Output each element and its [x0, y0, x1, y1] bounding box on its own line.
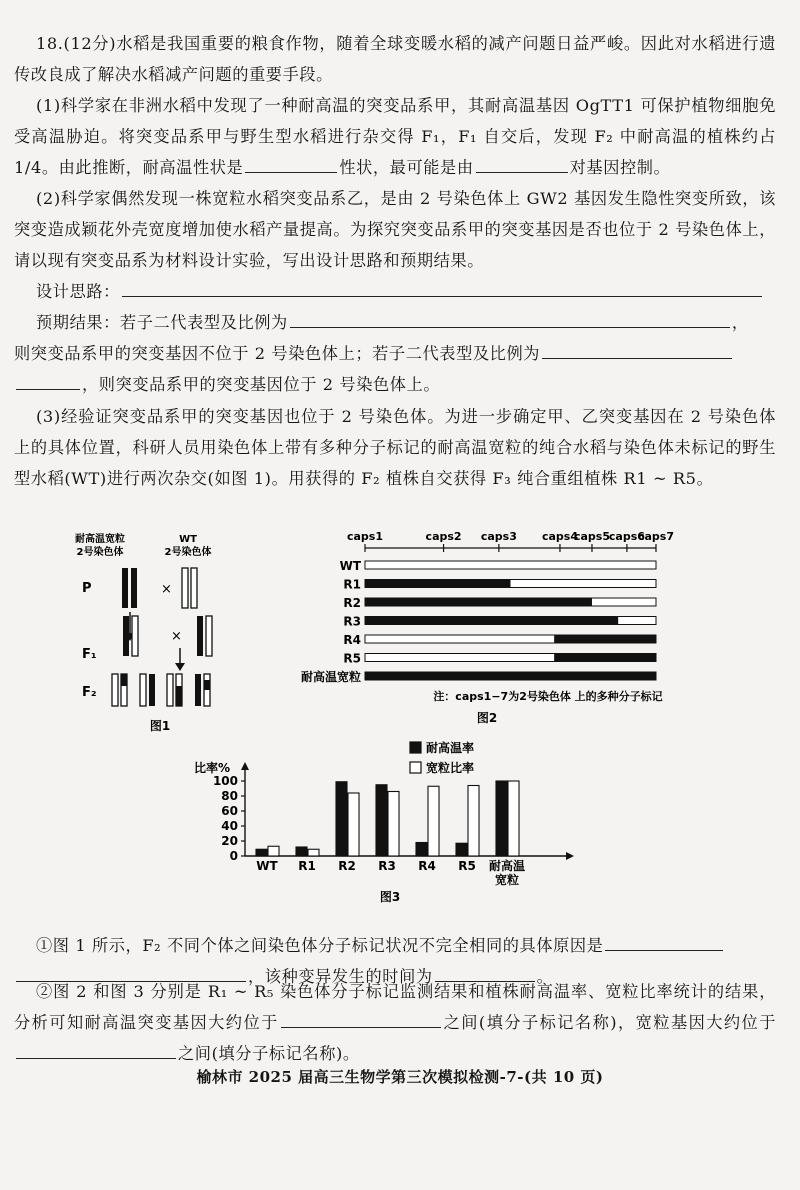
fig3-legend-swatch	[410, 742, 421, 753]
sub-question-2: ②图 2 和图 3 分别是 R₁ ~ R₅ 染色体分子标记监测结果和植株耐高温率、宽粒比率统计的结果，分析可知耐高温突变基因大约位于 之间(填分子标记名称)，宽粒基因大约位于之间(填分子标记名称)。	[14, 982, 776, 1063]
figure-1	[60, 530, 260, 740]
fig2-marker-label-caps4: caps4	[541, 530, 578, 543]
fig2-marked-segment	[554, 635, 656, 643]
fig3-ylabel: 比率%	[194, 761, 231, 775]
q2-answer-blank-1[interactable]	[281, 1009, 441, 1028]
fig2-row-label: R4	[343, 633, 361, 647]
fig2-row-label: 耐高温宽粒	[300, 670, 361, 684]
fig1-f2-label: F₂	[82, 685, 97, 700]
fig1-caption: 图1	[149, 719, 171, 733]
fig2-row-label: R3	[343, 614, 361, 629]
fig3-x-tick-label: R3	[378, 859, 396, 873]
fig3-bar	[336, 782, 347, 856]
fig3-y-axis-arrow	[241, 762, 249, 770]
part-3: (3)经验证突变品系甲的突变基因也位于 2 号染色体。为进一步确定甲、乙突变基因在 2 号染色体上的具体位置，科研人员用染色体上带有多种分子标记的耐高温宽粒的纯合水稻与染色体未标记的野生型水稻(WT)进行两次杂交(如图 1)。用获得的 F₂ 植株自交获得 F₃ 纯合重组植株 R1 ~ R5。	[14, 407, 776, 488]
fig3-bar	[456, 843, 467, 856]
design-answer-blank[interactable]	[122, 278, 762, 297]
part-1: (1)科学家在非洲水稻中发现了一种耐高温的突变品系甲，其耐高温基因 OgTT1 可保护植物细胞免受高温胁迫。将突变品系甲与野生型水稻进行杂交得 F₁，F₁ 自交后，发现 F₂ 中耐高温的植株约占 1/4。由此推断，耐高温性状是 性状，最可能是由 对基因控制。	[14, 96, 776, 177]
fig2-marked-segment	[365, 580, 511, 588]
fig3-bar	[508, 781, 519, 856]
fig3-x-tick-label: R4	[418, 859, 436, 873]
fig3-y-tick-label: 20	[221, 834, 238, 848]
fig3-y-tick-label: 60	[221, 804, 238, 818]
fig3-caption: 图3	[379, 890, 401, 904]
question-header: 18.(12分)水稻是我国重要的粮食作物，随着全球变暖水稻的减产问题日益严峻。因此对水稻进行遗传改良成了解决水稻减产问题的重要手段。	[14, 34, 776, 84]
fig1-parent-left-label-1: 耐高温宽粒	[75, 534, 125, 545]
fig3-bar	[388, 792, 399, 857]
fig1-parent-left-label-2: 2号染色体	[76, 547, 124, 558]
fig2-marker-label-caps6: caps6	[608, 530, 645, 543]
fig2-row-label: R2	[343, 596, 361, 610]
fig1-f2-individual-4	[195, 674, 210, 706]
fig1-f2-individual-3	[167, 674, 182, 706]
fig3-x-tick-label: R5	[458, 859, 476, 873]
expected-results: 预期结果：若子二代表型及比例为 ， 则突变品系甲的突变基因不位于 2 号染色体上；若子二代表型及比例为 ，则突变品系甲的突变基因位于 2 号染色体上。	[14, 307, 776, 400]
fig2-row-label: R5	[343, 651, 361, 666]
fig1-f2-individual-1	[112, 674, 127, 706]
fig3-x-tick-label: R2	[338, 859, 356, 873]
expected-answer-blank-2[interactable]	[542, 340, 732, 359]
fig1-f1-chromosome-black	[123, 616, 129, 656]
fig1-arrow-2-head	[175, 663, 185, 671]
fig1-parent-right-label-1: WT	[179, 534, 197, 545]
fig1-p-chromosome-left-1	[122, 568, 128, 608]
part-2: (2)科学家偶然发现一株宽粒水稻突变品系乙，是由 2 号染色体上 GW2 基因发生隐性突变所致，该突变造成颖花外壳宽度增加使水稻产量提高。为探究突变品系甲的突变基因是否也位于 2 号染色体上，请以现有突变品系为材料设计实验，写出设计思路和预期结果。	[14, 189, 776, 270]
fig2-chromosome-bar	[365, 561, 656, 569]
fig2-marked-segment	[365, 598, 592, 606]
fig1-parent-right-label-2: 2号染色体	[164, 547, 212, 558]
fig1-f2-individual-2	[140, 674, 155, 706]
answer-blank-2[interactable]	[476, 154, 568, 173]
fig2-marked-segment	[365, 617, 618, 625]
expected-answer-blank-1[interactable]	[290, 309, 730, 328]
fig2-caption: 图2	[476, 711, 498, 725]
fig3-x-tick-label: R1	[298, 859, 316, 873]
fig2-marker-label-caps3: caps3	[480, 530, 517, 543]
fig2-marked-segment	[365, 672, 656, 680]
answer-blank-1[interactable]	[245, 154, 337, 173]
fig3-y-tick-label: 40	[221, 819, 238, 833]
fig1-p-label: P	[82, 581, 92, 596]
q1-answer-blank-1[interactable]	[605, 932, 723, 951]
fig3-bar	[416, 843, 427, 857]
fig3-bar	[296, 847, 307, 856]
fig1-cross-1: ×	[161, 582, 172, 597]
fig1-f1-right-chromosome-white	[206, 616, 212, 656]
fig3-bar	[468, 786, 479, 857]
fig3-y-tick-label: 80	[221, 789, 238, 803]
figure-3	[190, 738, 590, 918]
fig1-f1-label: F₁	[82, 647, 97, 662]
page-footer: 榆林市 2025 届高三生物学第三次模拟检测-7-(共 10 页)	[196, 1068, 604, 1086]
fig3-legend	[410, 740, 474, 775]
fig1-cross-2: ×	[171, 629, 182, 644]
fig3-bar	[268, 846, 279, 856]
fig3-bar	[308, 849, 319, 856]
fig2-marker-label-caps1: caps1	[346, 530, 384, 543]
fig2-note: 注：caps1−7为2号染色体 上的多种分子标记	[433, 690, 663, 703]
fig3-bar	[496, 781, 507, 856]
fig3-y-tick-label: 100	[212, 774, 238, 788]
fig2-row-label: R1	[343, 577, 361, 592]
fig2-marked-segment	[554, 654, 656, 662]
fig2-marker-label-caps7: caps7	[637, 530, 675, 543]
fig2-row-label: WT	[339, 559, 361, 573]
q2-answer-blank-2[interactable]	[16, 1040, 176, 1059]
fig1-p-chromosome-right-2	[191, 568, 197, 608]
fig3-y-tick-label: 0	[229, 849, 238, 863]
fig3-legend-swatch	[410, 762, 421, 773]
fig3-bar	[348, 793, 359, 856]
fig2-marker-label-caps5: caps5	[573, 530, 610, 543]
sub-question-1: ①图 1 所示，F₂ 不同个体之间染色体分子标记状况不完全相同的具体原因是 ，该种变异发生的时间为 。	[14, 930, 776, 992]
fig3-x-axis-arrow	[566, 852, 574, 860]
expected-answer-blank-3[interactable]	[16, 371, 80, 390]
fig1-p-chromosome-right-1	[182, 568, 188, 608]
design-line: 设计思路：	[14, 276, 776, 307]
fig3-legend-label: 耐高温率	[426, 741, 475, 755]
fig3-x-tick-label: WT	[256, 859, 278, 873]
fig3-x-tick-label: 耐高温宽粒	[488, 859, 526, 887]
fig1-f1-chromosome-white	[132, 616, 138, 656]
fig1-f1-right-chromosome-black	[197, 616, 203, 656]
fig2-marker-label-caps2: caps2	[425, 530, 462, 543]
fig3-legend-label: 宽粒比率	[426, 761, 475, 775]
fig3-bar	[256, 849, 267, 856]
figure-2	[300, 530, 760, 730]
fig3-bar	[428, 786, 439, 856]
fig1-p-chromosome-left-2	[131, 568, 137, 608]
fig3-bar	[376, 785, 387, 856]
